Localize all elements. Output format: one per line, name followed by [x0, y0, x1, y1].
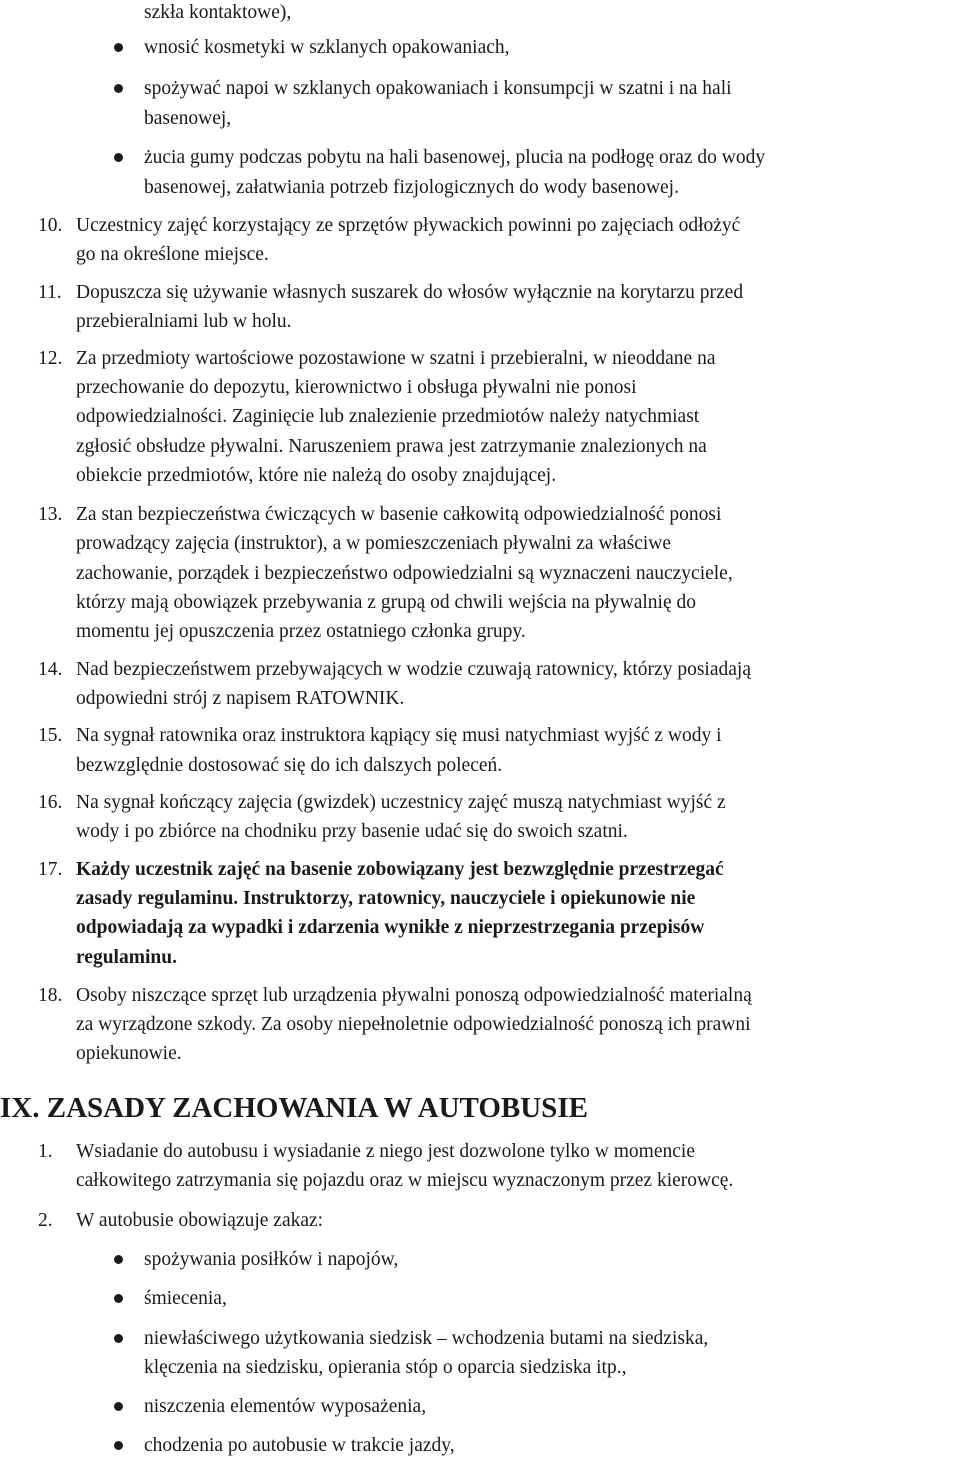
section-item-text-line: całkowitego zatrzymania się pojazdu oraz w miejscu wyznaczonym przez kierowcę.: [76, 1170, 734, 1191]
item-text-line: prowadzący zajęcia (instruktor), a w pomieszczeniach pływalni za właściwe: [76, 533, 672, 554]
item-text-line: bezwzględnie dostosować się do ich dalszych poleceń.: [76, 755, 503, 776]
item-text-line: Na sygnał kończący zajęcia (gwizdek) uczestnicy zajęć muszą natychmiast wyjść z: [76, 792, 726, 813]
item-number: 18.: [38, 985, 63, 1006]
item-text-line: przechowanie do depozytu, kierownictwo i obsługa pływalni nie ponosi: [76, 377, 637, 398]
item-text-line: regulaminu.: [76, 947, 177, 968]
section-bullet-line: klęczenia na siedzisku, opierania stóp o oparcia siedziska itp.,: [144, 1357, 627, 1378]
item-text-line: Osoby niszczące sprzęt lub urządzenia pływalni ponoszą odpowiedzialność materialną: [76, 985, 752, 1006]
item-number: 16.: [38, 792, 63, 813]
bullet-item-line: żucia gumy podczas pobytu na hali basenowej, plucia na podłogę oraz do wody: [144, 147, 766, 168]
section-bullet-line: niszczenia elementów wyposażenia,: [144, 1396, 427, 1417]
bullet-dot: [114, 153, 123, 162]
bullet-item-line: wnosić kosmetyki w szklanych opakowaniach,: [144, 37, 510, 58]
item-text-line: Za stan bezpieczeństwa ćwiczących w basenie całkowitą odpowiedzialność ponosi: [76, 504, 722, 525]
item-text-line: go na określone miejsce.: [76, 244, 269, 265]
bullet-dot: [114, 1402, 123, 1411]
item-number: 10.: [38, 215, 63, 236]
bullet-item-line: szkła kontaktowe),: [144, 2, 292, 23]
item-text-line: Za przedmioty wartościowe pozostawione w szatni i przebieralni, w nieoddane na: [76, 348, 716, 369]
section-heading: IX. ZASADY ZACHOWANIA W AUTOBUSIE: [0, 1092, 588, 1124]
item-text-line: którzy mają obowiązek przebywania z grupą od chwili wejścia na pływalnię do: [76, 592, 696, 613]
item-text-line: momentu jej opuszczenia przez ostatniego członka grupy.: [76, 621, 526, 642]
bullet-dot: [114, 1334, 123, 1343]
bullet-dot: [114, 1255, 123, 1264]
item-text-line: opiekunowie.: [76, 1043, 182, 1064]
section-bullet-line: śmiecenia,: [144, 1288, 227, 1309]
bullet-dot: [114, 1441, 123, 1450]
item-text-line: odpowiadają za wypadki i zdarzenia wynikłe z nieprzestrzegania przepisów: [76, 917, 705, 938]
item-text-line: zasady regulaminu. Instruktorzy, ratownicy, nauczyciele i opiekunowie nie: [76, 888, 696, 909]
item-text-line: zgłosić obsłudze pływalni. Naruszeniem prawa jest zatrzymanie znalezionych na: [76, 436, 707, 457]
item-text-line: Uczestnicy zajęć korzystający ze sprzętów pływackich powinni po zajęciach odłożyć: [76, 215, 741, 236]
section-bullet-line: chodzenia po autobusie w trakcie jazdy,: [144, 1435, 455, 1456]
item-text-line: obiekcie przedmiotów, które nie należą do osoby znajdującej.: [76, 465, 557, 486]
section-item-text-line: W autobusie obowiązuje zakaz:: [76, 1210, 324, 1231]
item-text-line: Na sygnał ratownika oraz instruktora kąpiący się musi natychmiast wyjść z wody i: [76, 725, 722, 746]
item-text-line: przebieralniami lub w holu.: [76, 311, 292, 332]
item-text-line: Każdy uczestnik zajęć na basenie zobowiązany jest bezwzględnie przestrzegać: [76, 859, 724, 880]
section-item-text-line: Wsiadanie do autobusu i wysiadanie z niego jest dozwolone tylko w momencie: [76, 1141, 695, 1162]
item-number: 11.: [38, 282, 62, 303]
item-number: 17.: [38, 859, 63, 880]
section-item-number: 1.: [38, 1141, 53, 1162]
item-text-line: Nad bezpieczeństwem przebywających w wodzie czuwają ratownicy, którzy posiadają: [76, 659, 751, 680]
section-bullet-line: niewłaściwego użytkowania siedzisk – wchodzenia butami na siedziska,: [144, 1328, 709, 1349]
item-number: 15.: [38, 725, 63, 746]
item-text-line: za wyrządzone szkody. Za osoby niepełnoletnie odpowiedzialność ponoszą ich prawni: [76, 1014, 751, 1035]
section-item-number: 2.: [38, 1210, 53, 1231]
item-number: 14.: [38, 659, 63, 680]
section-bullet-line: spożywania posiłków i napojów,: [144, 1249, 399, 1270]
item-text-line: odpowiedzialności. Zaginięcie lub znalezienie przedmiotów należy natychmiast: [76, 406, 700, 427]
item-number: 13.: [38, 504, 63, 525]
bullet-dot: [114, 1294, 123, 1303]
item-text-line: Dopuszcza się używanie własnych suszarek do włosów wyłącznie na korytarzu przed: [76, 282, 744, 303]
bullet-item-line: basenowej, załatwiania potrzeb fizjologicznych do wody basenowej.: [144, 177, 679, 198]
item-text-line: odpowiedni strój z napisem RATOWNIK.: [76, 688, 405, 709]
bullet-dot: [114, 43, 123, 52]
item-text-line: zachowanie, porządek i bezpieczeństwo odpowiedzialni są wyznaczeni nauczyciele,: [76, 563, 733, 584]
bullet-dot: [114, 84, 123, 93]
item-number: 12.: [38, 348, 63, 369]
bullet-item-line: spożywać napoi w szklanych opakowaniach i konsumpcji w szatni i na hali: [144, 78, 732, 99]
bullet-item-line: basenowej,: [144, 108, 232, 129]
item-text-line: wody i po zbiórce na chodniku przy basenie udać się do swoich szatni.: [76, 821, 628, 842]
